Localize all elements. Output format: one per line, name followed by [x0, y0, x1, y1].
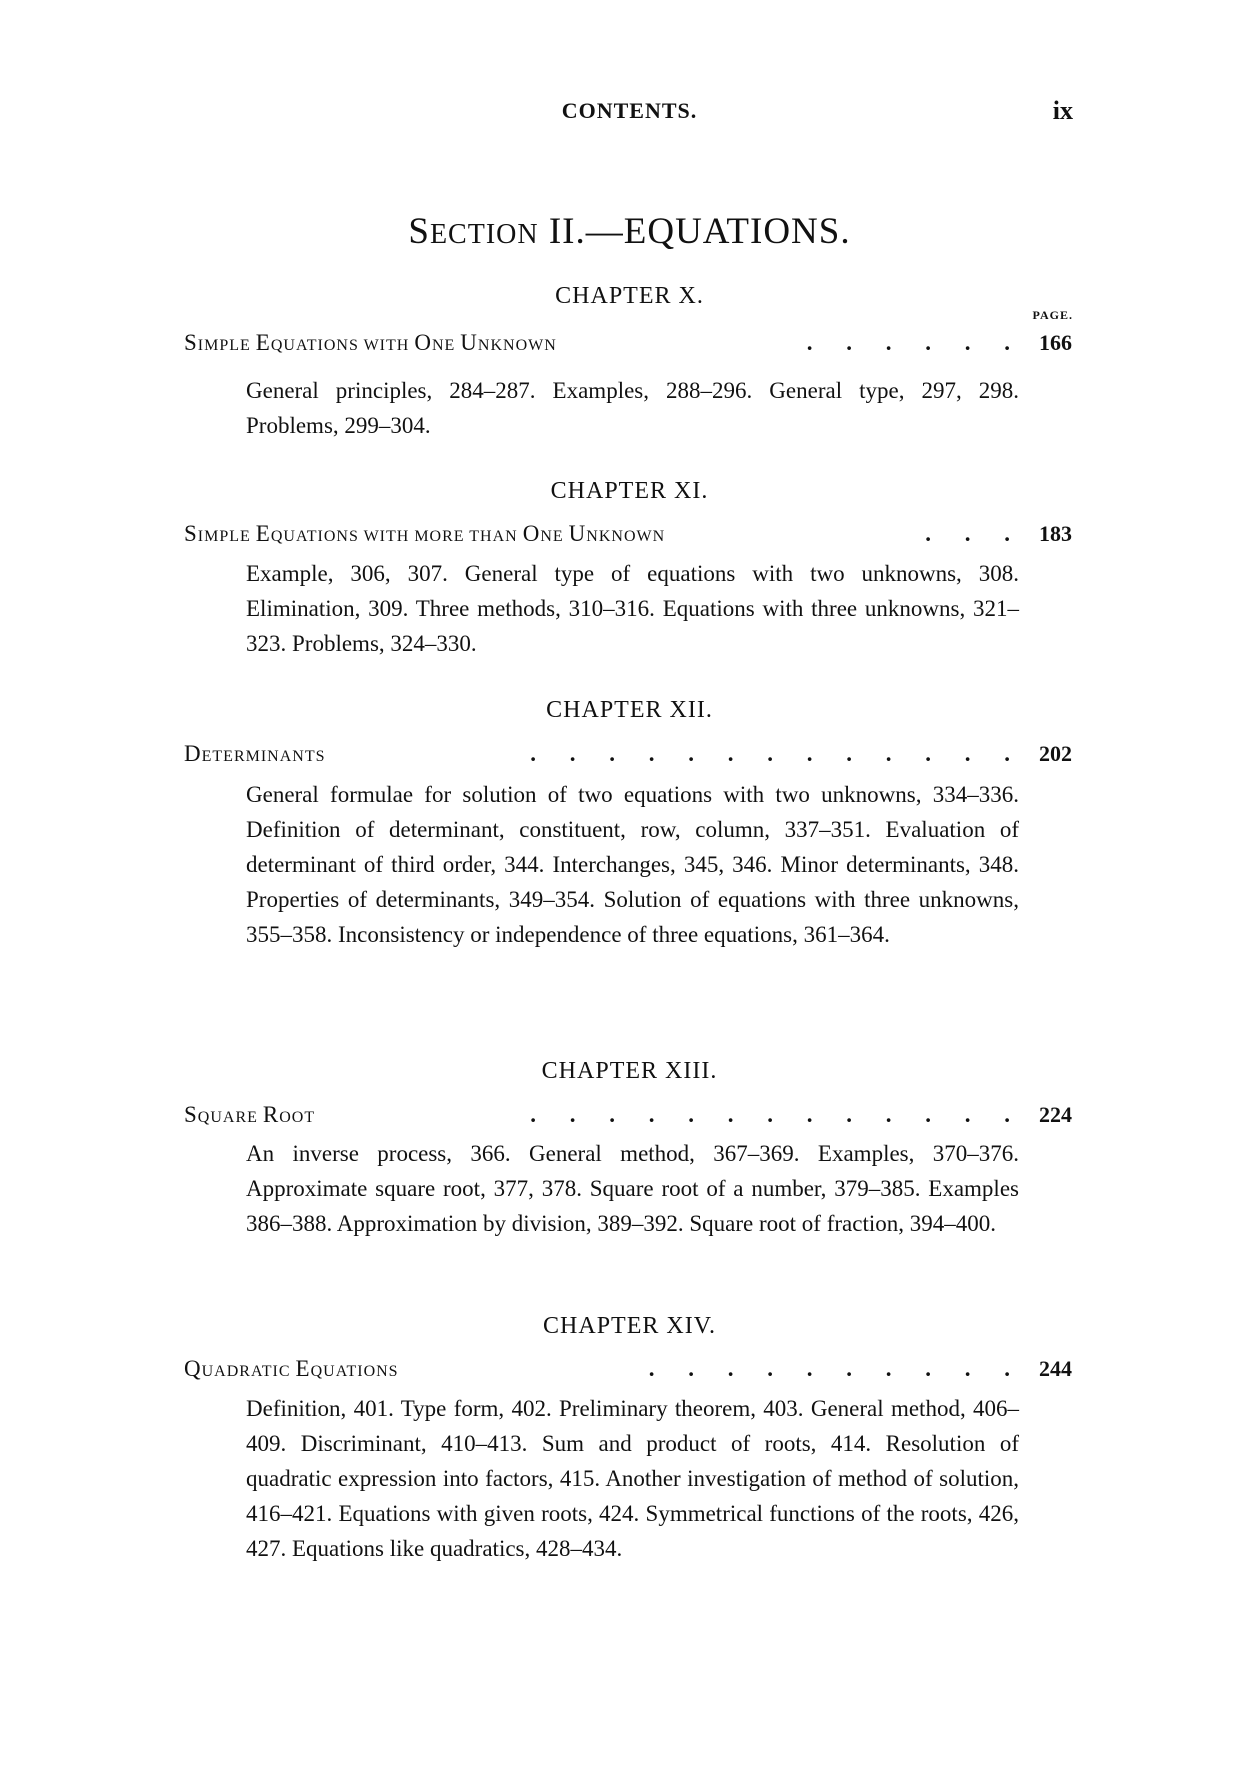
toc-entry[interactable]: [184, 521, 1072, 551]
entry-title: QUADRATIC EQUATIONS: [184, 1356, 399, 1381]
chapter-heading: CHAPTER XIV.: [543, 1313, 716, 1339]
dot-leader: . . . . . . . . . . . . .: [530, 1102, 1024, 1127]
running-head: [0, 98, 1259, 138]
toc-entry[interactable]: [184, 330, 1072, 360]
page-column-label: PAGE.: [1032, 308, 1073, 322]
section-title-initial: S: [408, 211, 430, 252]
entry-page-number: 202: [1039, 741, 1072, 766]
section-title-prefix: ECTION: [429, 219, 539, 250]
chapter-summary: General principles, 284–287. Examples, 288–296. General type, 297, 298. Problems, 299–304.: [246, 378, 1019, 438]
section-title: [0, 210, 1259, 253]
entry-title: SIMPLE EQUATIONS WITH ONE UNKNOWN: [184, 330, 557, 355]
dot-leader: . . . . . . . . . . . . .: [530, 741, 1024, 766]
entry-title: SQUARE ROOT: [184, 1102, 316, 1127]
entry-page-number: 224: [1039, 1102, 1072, 1127]
chapter-heading: CHAPTER XIII.: [541, 1058, 718, 1084]
chapter-summary: Definition, 401. Type form, 402. Preliminary theorem, 403. General method, 406–409. Discriminant, 410–413. Sum and product of roots, 414. Resolution of quadratic expression into factors, 415. Another investigation of method of solution, 416–421. Equations with given roots, 424. Symmetrical functions of the roots, 426, 427. Equations like quadratics, 428–434.: [246, 1396, 1019, 1561]
dot-leader: . . . . . .: [806, 330, 1024, 355]
section-title-main: II.—EQUATIONS.: [548, 211, 851, 252]
chapter-summary: General formulae for solution of two equations with two unknowns, 334–336. Definition of determinant, constituent, row, column, 337–351. Evaluation of determinant of third order, 344. Interchanges, 345, 346. Minor determinants, 348. Properties of determinants, 349–354. Solution of equations with three unknowns, 355–358. Inconsistency or independence of three equations, 361–364.: [246, 782, 1019, 947]
chapter-heading: CHAPTER X.: [555, 283, 704, 309]
entry-page-number: 183: [1039, 521, 1072, 546]
entry-page-number: 166: [1039, 330, 1072, 355]
entry-page-number: 244: [1039, 1356, 1072, 1381]
entry-title: DETERMINANTS: [184, 741, 326, 766]
dot-leader: . . .: [925, 521, 1024, 546]
toc-entry[interactable]: [184, 741, 1072, 771]
chapter-summary: Example, 306, 307. General type of equations with two unknowns, 308. Elimination, 309. Three methods, 310–316. Equations with three unknowns, 321–323. Problems, 324–330.: [246, 561, 1019, 656]
chapter-summary: An inverse process, 366. General method, 367–369. Examples, 370–376. Approximate square root, 377, 378. Square root of a number, 379–385. Examples 386–388. Approximation by division, 389–392. Square root of fraction, 394–400.: [246, 1141, 1019, 1236]
toc-entry[interactable]: [184, 1102, 1072, 1132]
toc-entry[interactable]: [184, 1356, 1072, 1386]
page-number: ix: [1052, 96, 1073, 125]
chapter-heading: CHAPTER XII.: [546, 697, 713, 723]
dot-leader: . . . . . . . . . .: [648, 1356, 1024, 1381]
entry-title: SIMPLE EQUATIONS WITH MORE THAN ONE UNKNOWN: [184, 521, 666, 546]
running-title: CONTENTS.: [561, 98, 698, 123]
chapter-heading: CHAPTER XI.: [550, 478, 709, 504]
